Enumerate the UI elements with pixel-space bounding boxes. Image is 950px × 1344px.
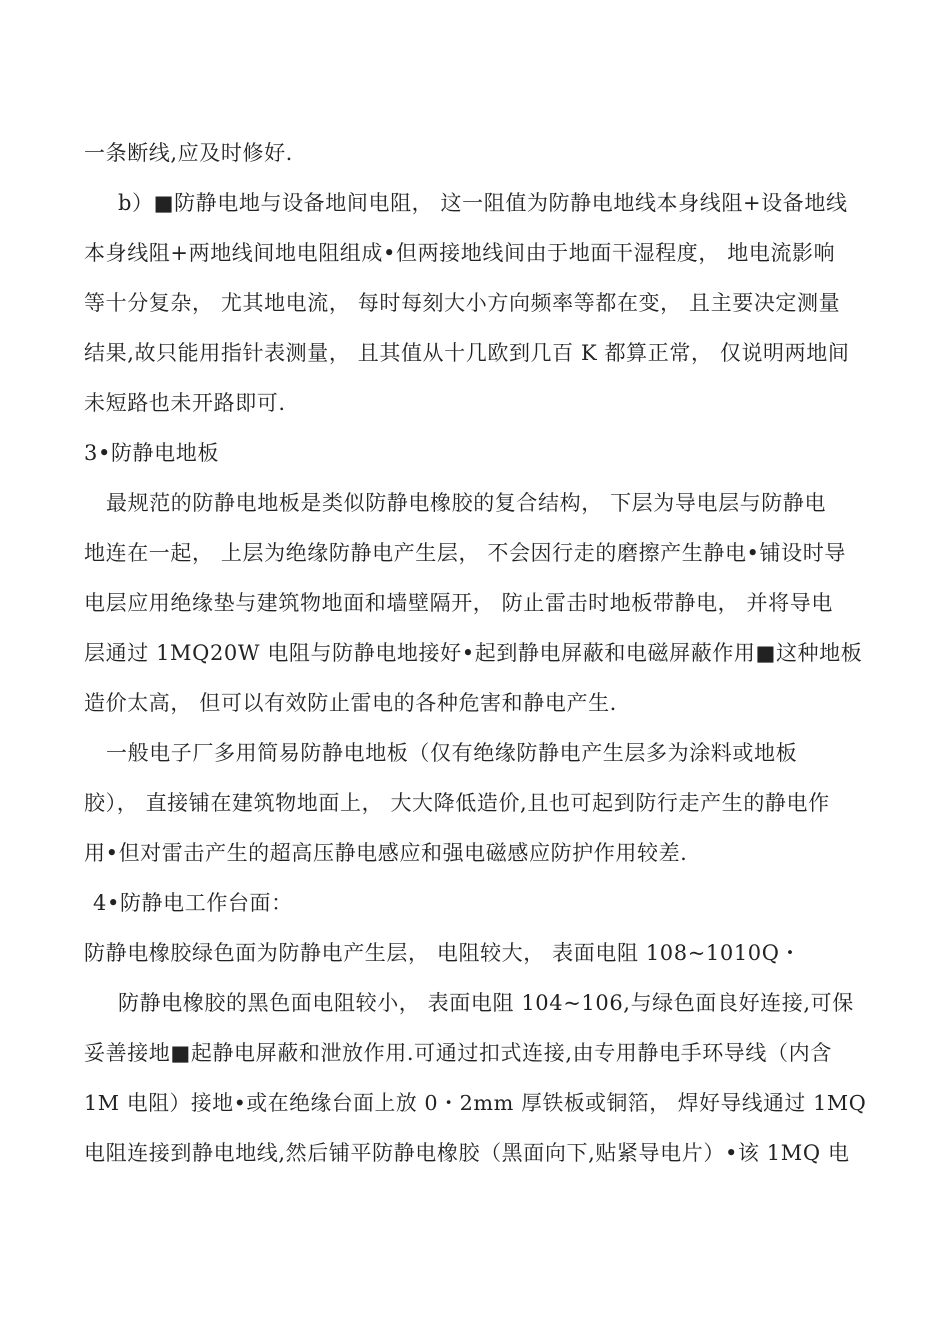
text-line: 1M 电阻）接地•或在绝缘台面上放 0・2mm 厚铁板或铜箔， 焊好导线通过 1MQ (84, 1091, 867, 1115)
text-line: 地连在一起， 上层为绝缘防静电产生层， 不会因行走的磨擦产生静电•铺设时导 (84, 541, 846, 565)
text-line: 妥善接地■起静电屏蔽和泄放作用.可通过扣式连接,由专用静电手环导线（内含 (84, 1041, 832, 1065)
text-line: 一条断线,应及时修好. (84, 141, 293, 165)
text-line: 电阻连接到静电地线,然后铺平防静电橡胶（黑面向下,贴紧导电片）•该 1MQ 电 (84, 1141, 850, 1165)
text-line: 最规范的防静电地板是类似防静电橡胶的复合结构， 下层为导电层与防静电 (106, 491, 827, 515)
text-line: 防静电橡胶绿色面为防静电产生层， 电阻较大， 表面电阻 108~1010Q・ (84, 941, 802, 965)
text-line: b）■防静电地与设备地间电阻， 这一阻值为防静电地线本身线阻+设备地线 (118, 191, 848, 215)
text-line: 造价太高， 但可以有效防止雷电的各种危害和静电产生. (84, 691, 617, 715)
text-line: 防静电橡胶的黑色面电阻较小， 表面电阻 104~106,与绿色面良好连接,可保 (118, 991, 854, 1015)
text-line: 用•但对雷击产生的超高压静电感应和强电磁感应防护作用较差. (84, 841, 688, 865)
text-line: 层通过 1MQ20W 电阻与防静电地接好•起到静电屏蔽和电磁屏蔽作用■这种地板 (84, 641, 863, 665)
text-line: 结果,故只能用指针表测量， 且其值从十几欧到几百 K 都算正常， 仅说明两地间 (84, 341, 850, 365)
text-line: 一般电子厂多用简易防静电地板（仅有绝缘防静电产生层多为涂料或地板 (106, 741, 798, 765)
section-heading: 4•防静电工作台面： (93, 891, 293, 915)
text-line: 未短路也未开路即可. (84, 391, 286, 415)
text-line: 电层应用绝缘垫与建筑物地面和墙壁隔开， 防止雷击时地板带静电， 并将导电 (84, 591, 833, 615)
text-line: 本身线阻+两地线间地电阻组成•但两接地线间由于地面干湿程度， 地电流影响 (84, 241, 836, 265)
text-line: 等十分复杂， 尤其地电流， 每时每刻大小方向频率等都在变， 且主要决定测量 (84, 291, 841, 315)
section-heading: 3•防静电地板 (84, 441, 219, 465)
text-line: 胶）， 直接铺在建筑物地面上， 大大降低造价,且也可起到防行走产生的静电作 (84, 791, 830, 815)
